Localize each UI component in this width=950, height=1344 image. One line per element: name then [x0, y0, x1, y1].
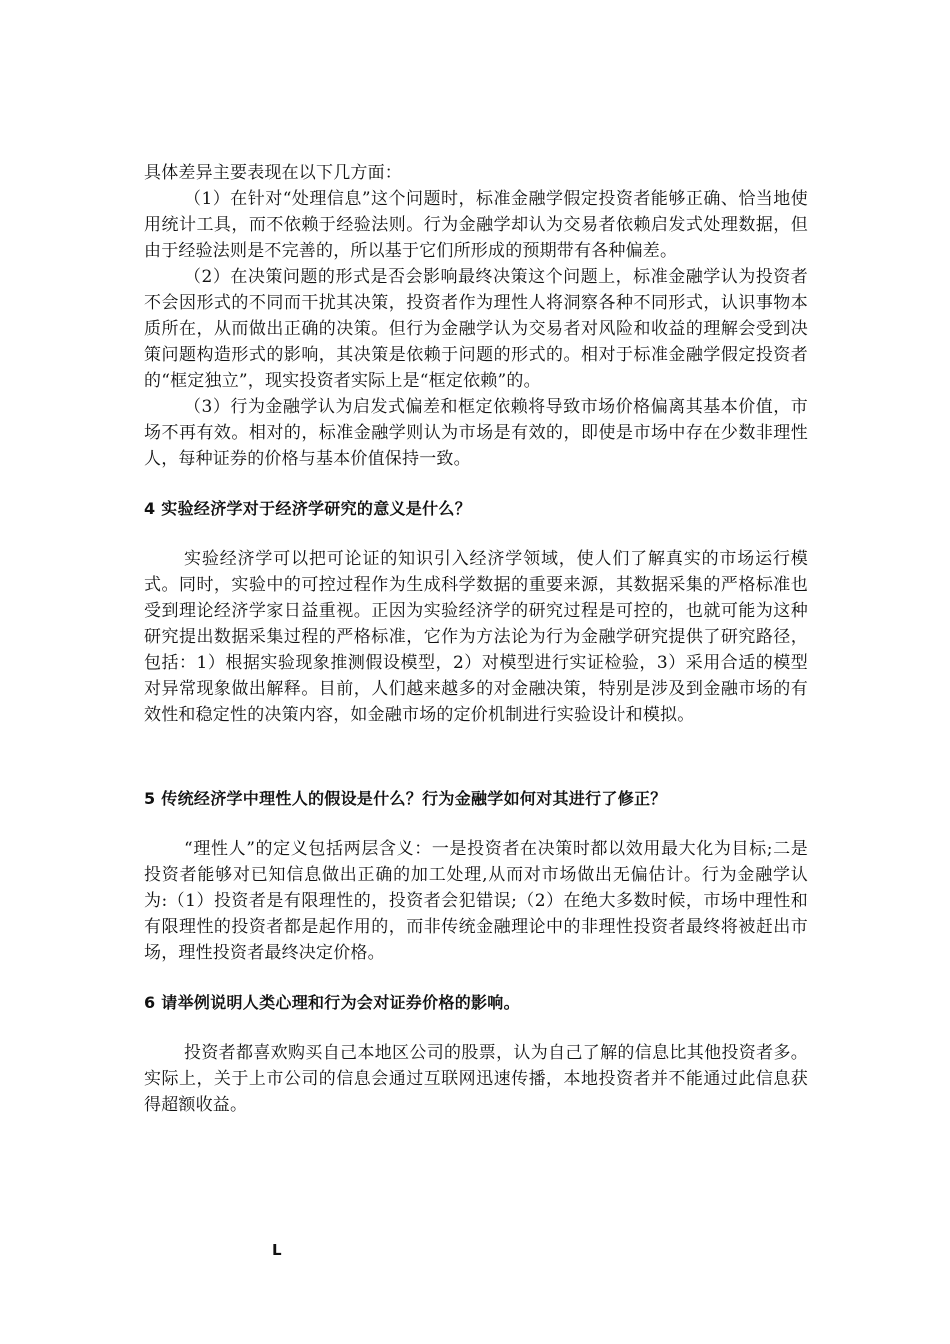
- difference-point-1: （1）在针对“处理信息”这个问题时，标准金融学假定投资者能够正确、恰当地使用统计工具，而不依赖于经验法则。行为金融学却认为交易者依赖启发式处理数据，但由于经验法则是不完善的，所以基于它们所形成的预期带有各种偏差。: [144, 189, 808, 261]
- section-heading-5: 5 传统经济学中理性人的假设是什么？行为金融学如何对其进行了修正？: [144, 789, 667, 808]
- page-mark: L: [272, 1241, 282, 1259]
- section-body-6: 投资者都喜欢购买自己本地区公司的股票，认为自己了解的信息比其他投资者多。实际上，关于上市公司的信息会通过互联网迅速传播，本地投资者并不能通过此信息获得超额收益。: [144, 1043, 808, 1115]
- section-body-5: “理性人”的定义包括两层含义：一是投资者在决策时都以效用最大化为目标;二是投资者能够对已知信息做出正确的加工处理,从而对市场做出无偏估计。行为金融学认为:（1）投资者是有限理性的，投资者会犯错误;（2）在绝大多数时候，市场中理性和有限理性的投资者都是起作用的，而非传统金融理论中的非理性投资者最终将被赶出市场，理性投资者最终决定价格。: [144, 839, 808, 963]
- intro-paragraph: 具体差异主要表现在以下几方面：: [144, 163, 402, 183]
- difference-point-2: （2）在决策问题的形式是否会影响最终决策这个问题上，标准金融学认为投资者不会因形式的不同而干扰其决策，投资者作为理性人将洞察各种不同形式，认识事物本质所在，从而做出正确的决策。但行为金融学认为交易者对风险和收益的理解会受到决策问题构造形式的影响，其决策是依赖于问题的形式的。相对于标准金融学假定投资者的“框定独立”，现实投资者实际上是“框定依赖”的。: [144, 267, 808, 391]
- difference-point-3: （3）行为金融学认为启发式偏差和框定依赖将导致市场价格偏离其基本价值，市场不再有效。相对的，标准金融学则认为市场是有效的，即使是市场中存在少数非理性人，每种证券的价格与基本价值保持一致。: [144, 397, 808, 469]
- section-heading-4: 4 实验经济学对于经济学研究的意义是什么？: [144, 499, 472, 518]
- document-content: [144, 160, 808, 1118]
- spacer: [144, 812, 808, 836]
- section-body-4: 实验经济学可以把可论证的知识引入经济学领域，使人们了解真实的市场运行模式。同时，实验中的可控过程作为生成科学数据的重要来源，其数据采集的严格标准也受到理论经济学家日益重视。正因为实验经济学的研究过程是可控的，也就可能为这种研究提出数据采集过程的严格标准，它作为方法论为行为金融学研究提供了研究路径，包括：1）根据实验现象推测假设模型，2）对模型进行实证检验，3）采用合适的模型对异常现象做出解释。目前，人们越来越多的对金融决策，特别是涉及到金融市场的有效性和稳定性的决策内容，如金融市场的定价机制进行实验设计和模拟。: [144, 549, 808, 725]
- spacer: [144, 472, 808, 496]
- spacer: [144, 728, 808, 786]
- spacer: [144, 1016, 808, 1040]
- spacer: [144, 522, 808, 546]
- section-heading-6: 6 请举例说明人类心理和行为会对证券价格的影响。: [144, 993, 520, 1012]
- spacer: [144, 966, 808, 990]
